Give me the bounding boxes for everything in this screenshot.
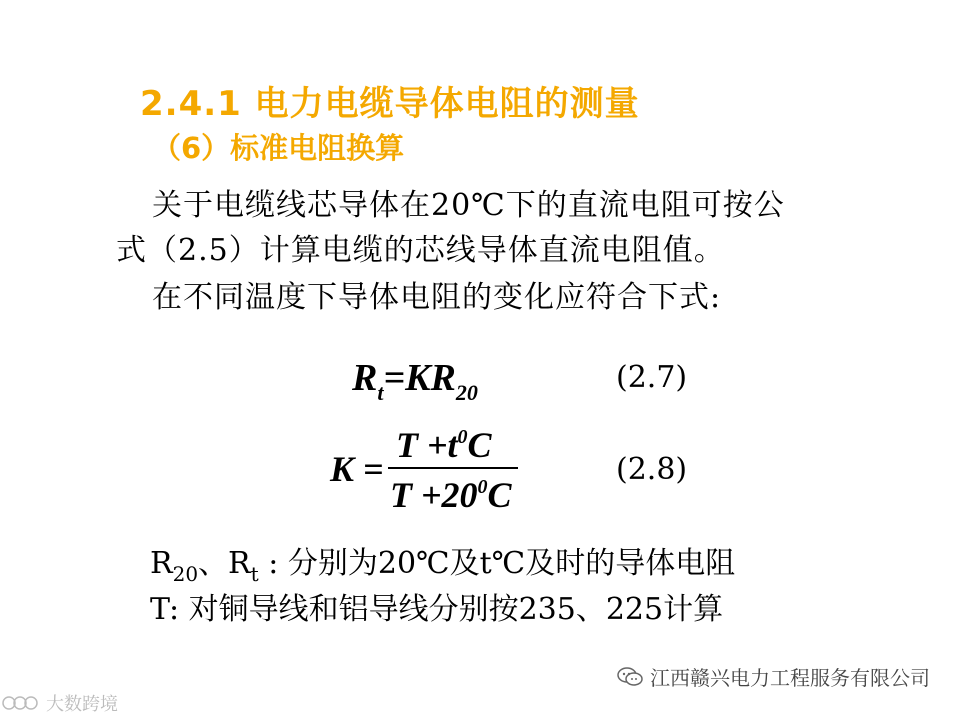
- eq1-lhs-sub: t: [377, 380, 384, 405]
- slide-subtitle: （6）标准电阻换算: [152, 131, 405, 165]
- eq1-rhs-sub: 20: [455, 380, 478, 405]
- site-watermark-text: 大数跨境: [46, 694, 118, 715]
- paragraph-1: 关于电缆线芯导体在20℃下的直流电阻可按公: [152, 188, 785, 223]
- def1-rt-base: R: [228, 546, 251, 581]
- equation-2-8: [330, 418, 530, 518]
- eq2-den-b: C: [487, 475, 512, 515]
- eq1-lhs-base: R: [352, 357, 378, 399]
- equation-number-2-7: (2.7): [616, 360, 688, 395]
- def1-sep: 、: [198, 546, 229, 581]
- slide-title: 2.4.1 电力电缆导体电阻的测量: [140, 84, 640, 124]
- definition-r20-rt: [150, 538, 735, 586]
- def1-rt-sub: t: [250, 562, 259, 586]
- paragraph-2: 式（2.5）计算电缆的芯线导体直流电阻值。: [116, 233, 725, 268]
- site-watermark: [2, 690, 118, 716]
- def1-r20-sub: 20: [172, 562, 199, 586]
- eq1-mid: =KR: [383, 357, 456, 399]
- eq2-lhs: K =: [330, 449, 384, 489]
- wechat-watermark: [616, 662, 930, 691]
- wechat-account-name: 江西赣兴电力工程服务有限公司: [650, 666, 930, 690]
- paragraph-3: 在不同温度下导体电阻的变化应符合下式:: [152, 280, 722, 315]
- eq2-numerator: [396, 424, 492, 466]
- eq2-den-a: T +20: [390, 475, 478, 515]
- wechat-icon: [616, 666, 644, 688]
- eq2-num-sup: 0: [457, 426, 468, 448]
- equation-2-7: [352, 356, 478, 406]
- fraction-bar: [388, 467, 518, 469]
- definition-t: T: 对铜导线和铝导线分别按235、225计算: [150, 592, 724, 627]
- eq2-den-sup: 0: [477, 476, 488, 498]
- eq2-num-a: T +t: [396, 425, 458, 465]
- logo-icon: [2, 694, 42, 712]
- def1-rest: : 分别为20℃及t℃及时的导体电阻: [258, 546, 736, 581]
- equation-number-2-8: (2.8): [616, 452, 688, 487]
- eq2-num-b: C: [467, 425, 492, 465]
- eq2-denominator: [390, 474, 512, 516]
- def1-r20-base: R: [150, 546, 173, 581]
